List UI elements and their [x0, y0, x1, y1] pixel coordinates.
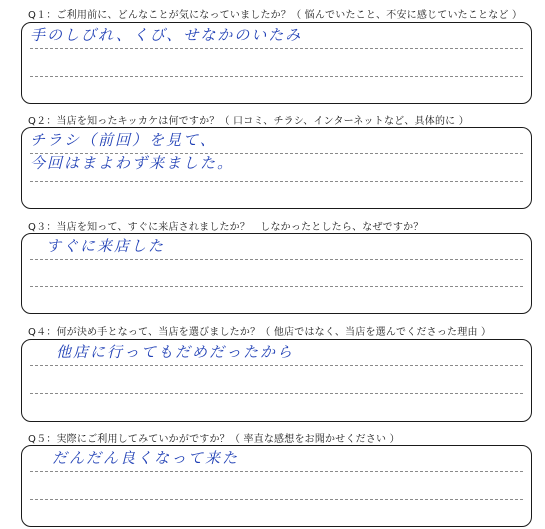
- answer-rule: [30, 76, 523, 77]
- answer-text-5-line-1: だんだん良くなって来た: [52, 449, 240, 467]
- question-label-2: Q２：当店を知ったキッカケは何ですか？（ 口コミ、チラシ、インターネットなど、具体的に ）: [28, 116, 469, 127]
- answer-text-4-line-1: 他店に行ってもだめだったから: [56, 343, 295, 361]
- answer-rule: [30, 365, 523, 366]
- question-label-1: Q１：ご利用前に、どんなことが気になっていましたか？（ 悩んでいたこと、不安に感じていたことなど ）: [28, 10, 523, 21]
- question-label-5: Q５：実際にご利用してみていかがですか？（ 率直な感想をお聞かせください ）: [28, 434, 400, 445]
- answer-rule: [30, 471, 523, 472]
- question-label-4: Q４：何が決め手となって、当店を選びましたか？（ 他店ではなく、当店を選んでくださった理由 ）: [28, 327, 492, 338]
- answer-rule: [30, 48, 523, 49]
- answer-rule: [30, 286, 523, 287]
- answer-rule: [30, 499, 523, 500]
- answer-text-2-line-1: チラシ（前回）を見て、: [30, 131, 217, 149]
- answer-rule: [30, 393, 523, 394]
- answer-text-1-line-1: 手のしびれ、くび、せなかのいたみ: [30, 26, 303, 44]
- answer-text-2-line-2: 今回はまよわず来ました。: [30, 154, 235, 172]
- answer-text-3-line-1: すぐに来店した: [46, 237, 166, 255]
- answer-rule: [30, 259, 523, 260]
- question-label-3: Q３：当店を知って、すぐに来店されましたか？ しなかったとしたら、なぜですか？: [28, 222, 424, 233]
- answer-rule: [30, 181, 523, 182]
